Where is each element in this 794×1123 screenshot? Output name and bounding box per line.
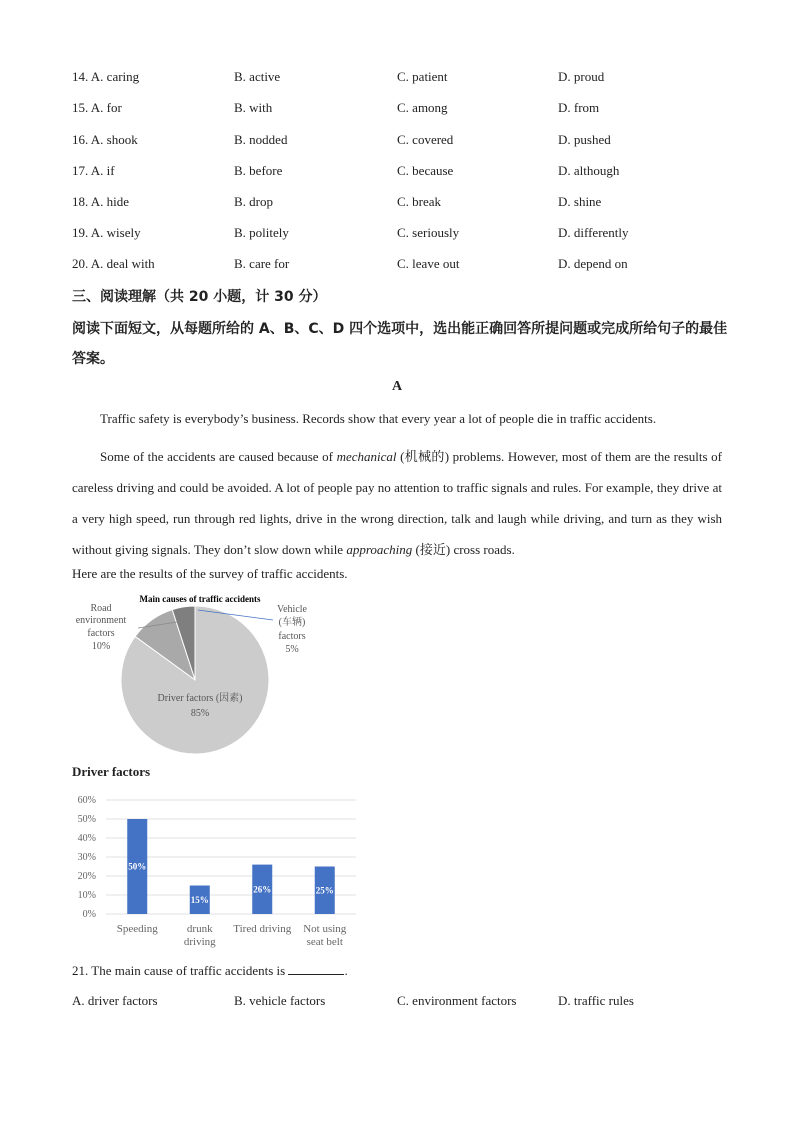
option-d: D. proud [558, 69, 605, 84]
bar-value-label: 15% [190, 894, 209, 905]
section-title: 三、阅读理解（共 20 小题，计 30 分） [72, 289, 327, 305]
bar-value-label: 26% [253, 884, 272, 895]
option-a: 20. A. deal with [72, 256, 155, 271]
bar-y-tick-label: 40% [77, 833, 96, 844]
option-b: B. nodded [234, 132, 288, 147]
paragraph-text: (机械的) problems. However, most of them are the results of careless driving and could be avoided. A lot of people pay no attention to traffic signals and rules. For example, they drive at a very high speed, run through red lights, drive in the wrong direction, talk and laugh while driving, and turn as they wish without giving signals. They don’t slow down while [72, 449, 722, 557]
option-d: D. from [558, 100, 600, 115]
option-b: B. with [234, 100, 273, 115]
passage-paragraph-2 [72, 441, 722, 565]
pie-label-vehicle-1: Vehicle [277, 604, 307, 615]
pie-chart-svg [70, 590, 330, 760]
option-d: D. traffic rules [558, 993, 634, 1008]
pie-value-vehicle: 5% [285, 644, 299, 655]
option-d: D. although [558, 163, 620, 178]
passage-letter: A [391, 379, 403, 394]
option-b: B. before [234, 163, 283, 178]
option-a: 19. A. wisely [72, 225, 141, 240]
bar-value-label: 25% [315, 885, 334, 896]
bar-labels [78, 795, 347, 948]
italic-word-mechanical: mechanical [336, 449, 397, 464]
option-d: D. pushed [558, 132, 611, 147]
option-c: C. break [397, 194, 442, 209]
option-b: B. drop [234, 194, 273, 209]
bar-category-label: Tired driving [233, 923, 292, 935]
option-d: D. shine [558, 194, 602, 209]
pie-value-driver: 85% [190, 708, 210, 719]
option-a: 17. A. if [72, 163, 115, 178]
pie-slices [121, 606, 269, 754]
bar-y-tick-label: 10% [77, 890, 96, 901]
option-c: C. environment factors [397, 993, 517, 1008]
option-c: C. seriously [397, 225, 460, 240]
question-20-options [72, 256, 752, 276]
question-21-stem [72, 962, 348, 979]
bar-y-tick-label: 50% [77, 814, 96, 825]
pie-label-road-1: Road [90, 603, 112, 614]
option-d: D. differently [558, 225, 629, 240]
option-b: B. care for [234, 256, 290, 271]
bar-chart [70, 790, 370, 955]
question-14-options [72, 69, 752, 89]
passage-paragraph-3: Here are the results of the survey of traffic accidents. [72, 566, 348, 581]
pie-label-driver: Driver factors (因素) [157, 693, 243, 704]
bar-category-label: Not using [303, 923, 347, 935]
question-period: . [344, 963, 348, 978]
bar-category-label: Speeding [116, 923, 158, 935]
option-b: B. politely [234, 225, 289, 240]
question-19-options [72, 225, 752, 245]
option-a: A. driver factors [72, 993, 158, 1008]
passage-paragraph-1: Traffic safety is everybody’s business. Records show that every year a lot of people die in traffic accidents. [100, 411, 657, 426]
paragraph-text: Some of the accidents are caused because of [100, 449, 337, 464]
option-c: C. among [397, 100, 448, 115]
option-a: 15. A. for [72, 100, 122, 115]
option-a: 16. A. shook [72, 132, 138, 147]
bar-category-label: drunk [186, 923, 213, 935]
question-text: 21. The main cause of traffic accidents is [72, 963, 289, 978]
italic-word-approaching: approaching [346, 542, 413, 557]
bar-y-tick-label: 20% [77, 871, 96, 882]
pie-value-road: 10% [91, 641, 111, 652]
answer-blank [288, 962, 344, 975]
bar-y-tick-label: 0% [82, 909, 96, 920]
option-d: D. depend on [558, 256, 628, 271]
bar-category-label: seat belt [306, 936, 343, 948]
pie-label-road-2: environment [75, 615, 127, 626]
option-a: 14. A. caring [72, 69, 140, 84]
pie-chart [70, 590, 330, 760]
question-18-options [72, 194, 752, 214]
option-c: C. patient [397, 69, 448, 84]
option-c: C. covered [397, 132, 454, 147]
option-a: 18. A. hide [72, 194, 130, 209]
bar-y-tick-label: 30% [77, 852, 96, 863]
section-instruction: 阅读下面短文，从每题所给的 A、B、C、D 四个选项中，选出能正确回答所提问题或完成所给句子的最佳答案。 [72, 321, 728, 367]
option-c: C. because [397, 163, 454, 178]
bar-bars [127, 819, 335, 914]
pie-title: Main causes of traffic accidents [139, 594, 261, 604]
pie-label-vehicle-2: (车辆) [278, 617, 306, 628]
pie-label-vehicle-3: factors [278, 631, 306, 642]
option-b: B. vehicle factors [234, 993, 326, 1008]
bar-category-label: driving [183, 936, 216, 948]
option-c: C. leave out [397, 256, 460, 271]
bar-value-label: 50% [128, 861, 147, 872]
paragraph-text: (接近) cross roads. [412, 542, 515, 557]
question-21-options [72, 993, 752, 1013]
bar-chart-title: Driver factors [72, 764, 151, 779]
question-17-options [72, 163, 752, 183]
bar-y-tick-label: 60% [77, 795, 96, 806]
option-b: B. active [234, 69, 281, 84]
bar-chart-svg [70, 790, 370, 955]
question-15-options [72, 100, 752, 120]
question-16-options [72, 132, 752, 152]
pie-label-road-3: factors [87, 628, 115, 639]
